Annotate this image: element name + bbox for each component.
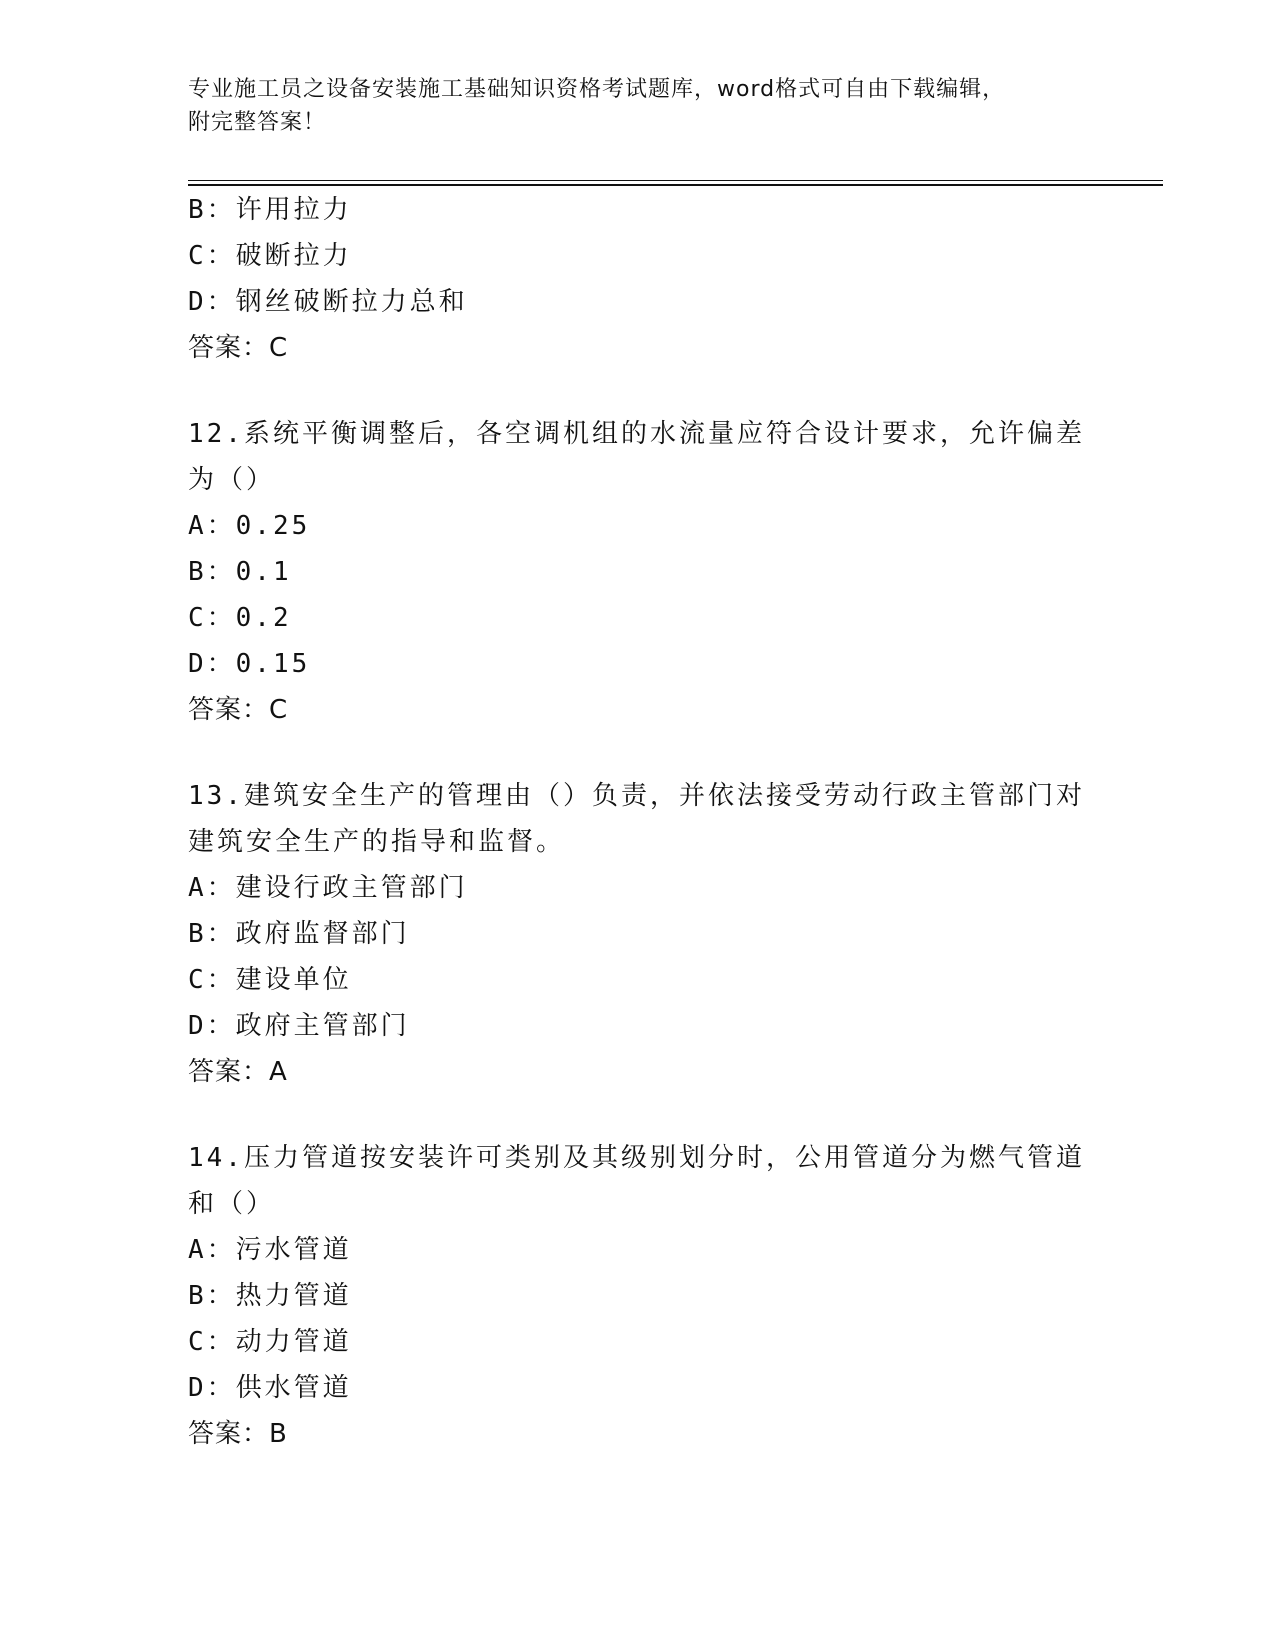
spacer (188, 371, 1088, 411)
question-11-continued (188, 187, 1088, 371)
page-header (188, 73, 1088, 139)
option-a: A：建设行政主管部门 (188, 873, 468, 903)
answer: 答案：A (188, 1057, 288, 1087)
option-c: C：动力管道 (188, 1327, 352, 1357)
question-stem: 14.压力管道按安装许可类别及其级别划分时，公用管道分为燃气管道和（） (188, 1143, 1085, 1219)
spacer (188, 733, 1088, 773)
option-d: D：钢丝破断拉力总和 (188, 287, 468, 317)
option-c: C：0.2 (188, 603, 292, 633)
header-title-line1: 专业施工员之设备安装施工基础知识资格考试题库，word格式可自由下载编辑， (188, 77, 1006, 102)
answer: 答案：B (188, 1419, 288, 1449)
question-stem: 13.建筑安全生产的管理由（）负责，并依法接受劳动行政主管部门对建筑安全生产的指导和监督。 (188, 781, 1085, 857)
option-c: C：破断拉力 (188, 241, 352, 271)
option-d: D：政府主管部门 (188, 1011, 410, 1041)
header-title-line2: 附完整答案！ (188, 110, 327, 135)
question-12 (188, 411, 1088, 733)
option-d: D：0.15 (188, 649, 311, 679)
option-a: A：污水管道 (188, 1235, 352, 1265)
option-c: C：建设单位 (188, 965, 352, 995)
option-d: D：供水管道 (188, 1373, 352, 1403)
header-divider (188, 180, 1163, 186)
question-14 (188, 1135, 1088, 1457)
option-a: A：0.25 (188, 511, 311, 541)
answer: 答案：C (188, 333, 289, 363)
spacer (188, 1095, 1088, 1135)
option-b: B：热力管道 (188, 1281, 352, 1311)
answer: 答案：C (188, 695, 289, 725)
option-b: B：许用拉力 (188, 195, 352, 225)
question-list (188, 187, 1088, 1457)
question-13 (188, 773, 1088, 1095)
option-b: B：政府监督部门 (188, 919, 410, 949)
question-stem: 12.系统平衡调整后，各空调机组的水流量应符合设计要求，允许偏差为（） (188, 419, 1085, 495)
option-b: B：0.1 (188, 557, 292, 587)
